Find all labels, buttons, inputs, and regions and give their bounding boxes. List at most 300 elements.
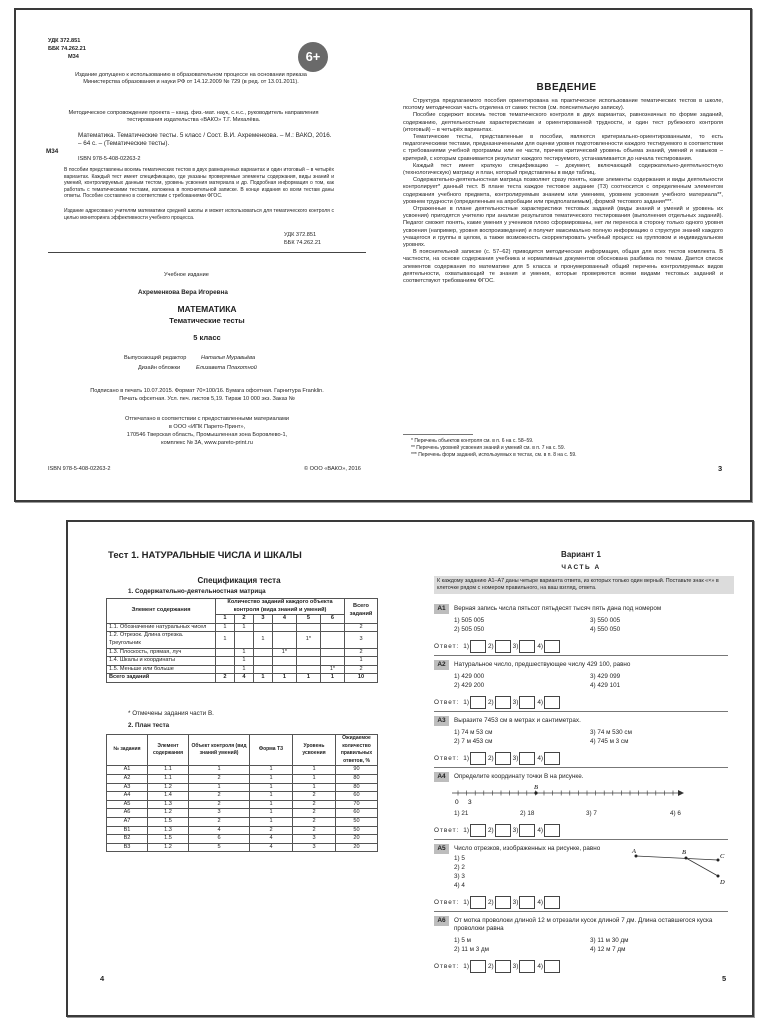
answer-option-number: 3): [512, 899, 519, 906]
print-info-1: Подписано в печать 10.07.2015. Формат 70×100/16. Бумага офсетная. Гарнитура Franklin.: [90, 388, 324, 394]
plan-cell: А4: [107, 792, 148, 801]
plan-cell: 1: [250, 817, 293, 826]
matrix-cell: [272, 632, 296, 648]
intro-paragraph: Каждый тест имеет краткую спецификацию – документ, включающий содержательно-деятельностную (технологическую) матрицу и план, который представлены в виде таблиц.: [403, 162, 723, 177]
plan-cell: В3: [107, 843, 148, 852]
divider: [48, 252, 366, 253]
answer-checkbox[interactable]: [470, 824, 486, 837]
answer-option: [513, 696, 536, 709]
answer-option-number: 2): [487, 699, 494, 706]
answer-option: [537, 896, 560, 909]
matrix-cell: 1: [216, 623, 235, 632]
answer-option-number: 2): [487, 899, 494, 906]
printed-by-2: в ООО «ИПК Парето-Принт»,: [168, 424, 246, 430]
plan-cell: 1: [189, 783, 250, 792]
imprint-page: [16, 10, 383, 500]
table-row: [107, 774, 378, 783]
matrix-cell: [320, 623, 344, 632]
answer-label: Ответ:: [434, 755, 460, 762]
question-number: А4: [434, 772, 449, 782]
answer-row: [434, 696, 562, 709]
table-row: [107, 792, 378, 801]
plan-cell: 50: [336, 817, 378, 826]
matrix-cell: [320, 648, 344, 657]
matrix-col: 4: [272, 615, 296, 624]
answer-row: [434, 960, 562, 973]
matrix-row-label: 1.5. Меньше или больше: [107, 665, 216, 674]
plan-cell: 1.1: [148, 774, 189, 783]
matrix-cell: [320, 632, 344, 648]
printed-by-3: 170546 Тверская область, Промышленная зона Боровлево-1,: [126, 432, 288, 438]
plan-cell: А5: [107, 800, 148, 809]
plan-cell: 2: [189, 774, 250, 783]
matrix-cell: 1*: [296, 632, 320, 648]
audience-note: Издание адресовано учителям математики средней школы и может использоваться для тематического контроля с целью мониторинга эффективности учебного процесса.: [64, 208, 334, 221]
intro-paragraph: В пояснительной записке (с. 57–62) приводится методическая информация, общая для всех тестов комплекта. В частности, на основе содержания учебника и нормативных документов обоснована разбивка по темам. Дается список элементов содержания по математике для 5 класса и пронумерованный общий перечень контролируемых видов деятельности, охватывающий те знания и умения, которые проверяются всеми видами тестовых заданий и соответствуют требованиям ФГОС.: [403, 249, 723, 285]
option: 1) 5: [454, 855, 465, 862]
table-row: [107, 766, 378, 775]
plan-cell: 60: [336, 792, 378, 801]
option: 3) 7: [586, 810, 597, 817]
plan-cell: 2: [250, 826, 293, 835]
plan-cell: 1: [250, 774, 293, 783]
matrix-cell: 1: [234, 623, 253, 632]
point-d: [717, 875, 720, 878]
matrix-title: 1. Содержательно-деятельностная матрица: [128, 588, 266, 595]
option: 2) 18: [520, 810, 535, 817]
arrow-icon: [678, 790, 684, 796]
point-d-label: D: [720, 879, 725, 886]
option: 1) 5 м: [454, 937, 471, 944]
matrix-cell: [216, 665, 235, 674]
answer-label: Ответ:: [434, 899, 460, 906]
plan-cell: 2: [189, 817, 250, 826]
option: 1) 505 005: [454, 617, 485, 624]
question-text: Натуральное число, предшествующее числу 429 100, равно: [454, 661, 631, 668]
cover-name: Елизавета Плахотной: [196, 365, 257, 371]
matrix-cell: [253, 657, 272, 666]
intro-paragraph: Содержательно-деятельностная матрица позволяет сразу понять, какие элементы содержания и виды деятельности контролирует* данный тест. В плане теста каждое тестовое задание (ТЗ) соотносится с определенным элементом содержания учебного предмета, контролируемым знанием или умением, уровнем усвоения учебного материала**, уровнем трудности (определенным на апробации или предполагаемым), формой тестового задания***.: [403, 177, 723, 205]
point-b: [685, 857, 688, 860]
matrix-cell: 1: [216, 632, 235, 648]
plan-body: [107, 766, 378, 852]
answer-option-number: 1): [463, 963, 469, 970]
instruction-box: К каждому заданию А1–А7 даны четыре варианта ответа, из которых только один верный. Поставьте знак «×» в клеточке рядом с номером правильного, на ваш взгляд, ответа.: [434, 576, 734, 594]
bbk-2: ББК 74.262.21: [284, 240, 322, 246]
spec-title: Спецификация теста: [197, 576, 281, 585]
point-b-label: B: [682, 849, 686, 856]
printed-by-1: Отпечатано в соответствии с предоставленными материалами: [125, 416, 289, 422]
plan-head: Уровень усвоения: [293, 735, 336, 766]
divider: [434, 655, 728, 656]
plan-cell: 1.5: [148, 835, 189, 844]
isbn: ISBN 978-5-408-02263-2: [78, 156, 141, 162]
plan-cell: 80: [336, 783, 378, 792]
matrix-cell: [272, 657, 296, 666]
option: 4) 745 м 3 см: [590, 738, 629, 745]
answer-row: [434, 896, 562, 909]
option: 1) 21: [454, 810, 469, 817]
matrix-cell: 1: [253, 632, 272, 648]
matrix-head-total: Всего заданий: [345, 599, 378, 624]
answer-option: [488, 960, 511, 973]
matrix-cell: [253, 648, 272, 657]
answer-option: [463, 752, 486, 765]
approval-text: Издание допущено к использованию в образовательном процессе на основании приказа Министерства образования и науки РФ от 14.12.2009 № 729 (в ред. от 13.01.2011).: [75, 72, 307, 86]
page-number: 3: [718, 464, 723, 473]
footnote: * Перечень объектов контроля см. в п. 6 на с. 58–59.: [411, 438, 534, 444]
answer-checkbox[interactable]: [519, 824, 535, 837]
page-number: 5: [722, 974, 727, 983]
table-row: [107, 648, 378, 657]
answer-checkbox[interactable]: [470, 752, 486, 765]
plan-head: Форма ТЗ: [250, 735, 293, 766]
answer-checkbox[interactable]: [495, 752, 511, 765]
matrix-row-total: 2: [345, 623, 378, 632]
plan-cell: 2: [293, 792, 336, 801]
question-number: А3: [434, 716, 449, 726]
answer-option: [463, 896, 486, 909]
footnote-divider: [403, 434, 473, 435]
udk-2: УДК 372.851: [284, 232, 317, 238]
matrix-row-total: 1: [345, 657, 378, 666]
bbk: ББК 74.262.21: [48, 46, 86, 52]
answer-checkbox[interactable]: [519, 696, 535, 709]
option: 3) 429 099: [590, 673, 621, 680]
plan-cell: 1.2: [148, 809, 189, 818]
plan-cell: 20: [336, 843, 378, 852]
matrix-cell: [216, 657, 235, 666]
matrix-total-sum: 10: [345, 674, 378, 683]
option: 3) 74 м 530 см: [590, 729, 632, 736]
answer-option: [463, 960, 486, 973]
intro-paragraph: Тематические тесты, представленные в пособии, являются критериально-ориентированными, то есть педагогическими тестами, предназначенными для оценки уровня подготовленности каждого тестируемого в соответствии с требованиями учебной программы или ее части, причем критический уровень объема знаний, умений и навыков – критерий, с которым сравнивается результат каждого тестируемого, устанавливается до начала тестирования.: [403, 134, 723, 162]
answer-checkbox[interactable]: [470, 896, 486, 909]
content-matrix-table: [106, 598, 378, 683]
plan-cell: 2: [293, 817, 336, 826]
author-name: Ахременкова Вера Игоревна: [138, 289, 228, 296]
answer-checkbox[interactable]: [519, 960, 535, 973]
answer-option: [513, 640, 536, 653]
axis-three-label: 3: [468, 799, 472, 806]
plan-cell: 1.5: [148, 817, 189, 826]
matrix-head-group: Количество заданий каждого объекта контроля (вида знаний и умений): [216, 599, 345, 615]
question-text: Число отрезков, изображенных на рисунке, равно: [454, 845, 601, 852]
plan-cell: А3: [107, 783, 148, 792]
answer-checkbox[interactable]: [495, 640, 511, 653]
plan-cell: 90: [336, 766, 378, 775]
plan-cell: А7: [107, 817, 148, 826]
option: 1) 74 м 53 см: [454, 729, 493, 736]
matrix-head-element: Элемент содержания: [107, 599, 216, 624]
plan-cell: 2: [189, 800, 250, 809]
answer-option-number: 4): [537, 643, 544, 650]
matrix-row-label: 1.2. Отрезок. Длина отрезка. Треугольник: [107, 632, 216, 648]
point-a-label: A: [632, 848, 636, 855]
plan-cell: 1: [250, 792, 293, 801]
book-title: МАТЕМАТИКА: [177, 304, 237, 314]
answer-checkbox[interactable]: [495, 960, 511, 973]
answer-option-number: 3): [512, 827, 519, 834]
plan-head: Ожидаемое количество правильных ответов, %: [336, 735, 378, 766]
matrix-cell: 1: [234, 648, 253, 657]
plan-cell: 1: [250, 800, 293, 809]
matrix-cell: 4: [234, 674, 253, 683]
answer-row: [434, 752, 562, 765]
answer-checkbox[interactable]: [470, 960, 486, 973]
plan-cell: 1: [293, 766, 336, 775]
answer-option-number: 2): [487, 643, 494, 650]
plan-cell: 2: [189, 792, 250, 801]
answer-checkbox[interactable]: [544, 960, 560, 973]
plan-cell: 4: [250, 835, 293, 844]
intro-paragraph: Отраженные в плане деятельностные характеристики тестовых заданий (виды знаний и умений и уровень их усвоения) пригодятся учителю при анализе результатов тематического тестирования (выполнения отдельных заданий). Педагог сможет понять, какие умения у учеников плохо сформированы, нет ли переноса в сторону только одного уровня усвоения (например, уровня воспроизведения) и получит максимально полную информацию о структуре знаний каждого учащегося и группы в целом, а также возможность скорректировать учебный процесс на групповом и индивидуальном уровнях.: [403, 206, 723, 249]
matrix-cell: 1: [320, 674, 344, 683]
answer-option-number: 1): [463, 643, 469, 650]
plan-cell: 2: [293, 800, 336, 809]
answer-checkbox[interactable]: [495, 896, 511, 909]
answer-option-number: 2): [487, 963, 494, 970]
bottom-spread: [66, 520, 754, 1017]
answer-option-number: 4): [537, 963, 544, 970]
bibliographic-record: Математика. Тематические тесты. 5 класс / Сост. В.И. Ахременкова. – М.: ВАКО, 2016. – 64 с. – (Тематические тесты).: [78, 132, 332, 147]
answer-option-number: 3): [512, 643, 519, 650]
plan-cell: В1: [107, 826, 148, 835]
answer-option-number: 1): [463, 755, 469, 762]
plan-cell: 3: [189, 809, 250, 818]
answer-label: Ответ:: [434, 643, 460, 650]
table-row: [107, 809, 378, 818]
book-grade: 5 класс: [193, 333, 221, 342]
answer-option: [463, 824, 486, 837]
plan-cell: 3: [293, 843, 336, 852]
option: 2) 2: [454, 864, 465, 871]
intro-paragraph: Пособие содержит восемь тестов тематического контроля в двух вариантах, равнозначных по форме заданий, содержанию, деятельностным характеристикам и ориентированной трудности, и один тест рубежного контроля (итоговый) – в четырёх вариантах.: [403, 112, 723, 133]
matrix-row-total: 3: [345, 632, 378, 648]
test-plan-table: [106, 734, 378, 852]
question-number: А5: [434, 844, 449, 854]
plan-cell: 1: [189, 766, 250, 775]
option: 2) 7 м 453 см: [454, 738, 493, 745]
matrix-cell: [253, 665, 272, 674]
answer-option: [513, 752, 536, 765]
plan-cell: 1: [293, 774, 336, 783]
plan-cell: 1.3: [148, 800, 189, 809]
matrix-cell: [296, 648, 320, 657]
axis-zero-label: 0: [455, 799, 459, 806]
editor-label: Выпускающий редактор: [124, 355, 187, 361]
plan-cell: 2: [293, 809, 336, 818]
variant-title: Вариант 1: [561, 550, 601, 559]
table-row: [107, 657, 378, 666]
matrix-note: * Отмечены задания части В.: [128, 710, 214, 717]
part-title: ЧАСТЬ А: [561, 564, 601, 571]
table-row: [107, 817, 378, 826]
intro-body: [403, 98, 723, 285]
option: 4) 429 101: [590, 682, 621, 689]
segments-figure: [628, 848, 728, 886]
question-number: А6: [434, 916, 449, 926]
plan-cell: 1: [293, 783, 336, 792]
answer-checkbox[interactable]: [495, 824, 511, 837]
point-b-label: B: [534, 784, 538, 791]
plan-cell: А1: [107, 766, 148, 775]
matrix-cell: [272, 665, 296, 674]
answer-option: [488, 752, 511, 765]
option: 4) 550 050: [590, 626, 621, 633]
answer-option-number: 3): [512, 699, 519, 706]
footnote: *** Перечень форм заданий, используемых в тестах, см. в п. 8 на с. 59.: [411, 452, 577, 458]
answer-option-number: 2): [487, 827, 494, 834]
number-line-figure: [450, 784, 690, 806]
answer-option-number: 3): [512, 963, 519, 970]
answer-checkbox[interactable]: [519, 752, 535, 765]
matrix-col: 1: [216, 615, 235, 624]
edition-type: Учебное издание: [164, 272, 209, 278]
plan-cell: А6: [107, 809, 148, 818]
answer-option: [488, 896, 511, 909]
book-subtitle: Тематические тесты: [169, 316, 245, 325]
question-text: Выразите 7453 см в метрах и сантиметрах.: [454, 717, 581, 724]
plan-cell: 3: [293, 835, 336, 844]
matrix-cell: 2: [216, 674, 235, 683]
plan-cell: 1.2: [148, 783, 189, 792]
library-code: М34: [68, 54, 79, 60]
matrix-col: 5: [296, 615, 320, 624]
divider: [434, 767, 728, 768]
plan-cell: 50: [336, 826, 378, 835]
test-title: Тест 1. НАТУРАЛЬНЫЕ ЧИСЛА И ШКАЛЫ: [108, 550, 302, 561]
table-row-total: [107, 674, 378, 683]
plan-cell: 1: [250, 809, 293, 818]
matrix-cell: 1: [234, 665, 253, 674]
answer-label: Ответ:: [434, 963, 460, 970]
answer-checkbox[interactable]: [470, 640, 486, 653]
table-row: [107, 843, 378, 852]
segment-bd: [686, 858, 718, 876]
answer-checkbox[interactable]: [544, 640, 560, 653]
introduction-page: [383, 10, 750, 500]
answer-option: [488, 696, 511, 709]
plan-head: Объект контроля (вид знаний умений): [189, 735, 250, 766]
plan-cell: 20: [336, 835, 378, 844]
plan-cell: 4: [189, 826, 250, 835]
plan-cell: 4: [250, 843, 293, 852]
plan-cell: 1: [250, 783, 293, 792]
point-b: [534, 791, 537, 794]
cover-label: Дизайн обложки: [138, 365, 181, 371]
answer-option: [488, 824, 511, 837]
top-spread: [14, 8, 752, 502]
matrix-col: 3: [253, 615, 272, 624]
table-row: [107, 800, 378, 809]
option: 2) 11 м 3 дм: [454, 946, 489, 953]
answer-checkbox[interactable]: [544, 752, 560, 765]
answer-label: Ответ:: [434, 699, 460, 706]
answer-checkbox[interactable]: [544, 896, 560, 909]
footnote: ** Перечень уровней усвоения знаний и умений см. в п. 7 на с. 59.: [411, 445, 566, 451]
segment-ac: [636, 856, 718, 860]
option: 3) 11 м 30 дм: [590, 937, 629, 944]
matrix-cell: [253, 623, 272, 632]
answer-option-number: 4): [537, 699, 544, 706]
answer-checkbox[interactable]: [519, 640, 535, 653]
variant-page: [410, 522, 752, 1015]
plan-cell: В2: [107, 835, 148, 844]
option: 1) 429 000: [454, 673, 485, 680]
printed-by-4: комплекс № 3А, www.pareto-print.ru: [161, 440, 253, 446]
matrix-cell: [234, 632, 253, 648]
plan-cell: 70: [336, 800, 378, 809]
plan-cell: 5: [189, 843, 250, 852]
plan-cell: 1.1: [148, 766, 189, 775]
option: 3) 3: [454, 873, 465, 880]
matrix-cell: 1: [272, 674, 296, 683]
matrix-cell: [296, 623, 320, 632]
question-text: Определите координату точки В на рисунке.: [454, 773, 584, 780]
divider: [434, 839, 728, 840]
editor-name: Наталья Муравьёва: [201, 355, 256, 361]
answer-option: [463, 696, 486, 709]
option: 4) 6: [670, 810, 681, 817]
matrix-cell: 1*: [320, 665, 344, 674]
answer-checkbox[interactable]: [544, 696, 560, 709]
matrix-col: 2: [234, 615, 253, 624]
divider: [434, 711, 728, 712]
answer-checkbox[interactable]: [470, 696, 486, 709]
answer-option: [537, 824, 560, 837]
answer-option-number: 1): [463, 827, 469, 834]
matrix-row-total: 2: [345, 665, 378, 674]
matrix-cell: [272, 623, 296, 632]
option: 3) 550 005: [590, 617, 621, 624]
option: 2) 505 050: [454, 626, 485, 633]
matrix-cell: 1*: [272, 648, 296, 657]
answer-option: [537, 640, 560, 653]
plan-cell: 1.4: [148, 792, 189, 801]
answer-option-number: 1): [463, 699, 469, 706]
matrix-cell: 1: [253, 674, 272, 683]
answer-checkbox[interactable]: [495, 696, 511, 709]
matrix-cell: 1: [234, 657, 253, 666]
answer-option: [513, 824, 536, 837]
plan-cell: 1.2: [148, 843, 189, 852]
intro-heading: ВВЕДЕНИЕ: [536, 82, 597, 93]
table-row: [107, 783, 378, 792]
plan-cell: 80: [336, 774, 378, 783]
intro-paragraph: Структура предлагаемого пособия ориентирована на практическое использование тематических тестов в школе, поэтому методическая часть отделена от самих тестов (см. пояснительную записку).: [403, 98, 723, 112]
plan-cell: 1: [250, 766, 293, 775]
matrix-row-label: 1.3. Плоскость, прямая, луч: [107, 648, 216, 657]
matrix-cell: 1: [296, 674, 320, 683]
plan-cell: 60: [336, 809, 378, 818]
table-row: [107, 835, 378, 844]
answer-checkbox[interactable]: [519, 896, 535, 909]
answer-option: [513, 960, 536, 973]
matrix-row-label: 1.1. Обозначение натуральных чисел: [107, 623, 216, 632]
answer-option: [513, 896, 536, 909]
matrix-cell: [296, 657, 320, 666]
point-c-label: C: [720, 853, 725, 860]
answer-option: [488, 640, 511, 653]
answer-option-number: 3): [512, 755, 519, 762]
answer-checkbox[interactable]: [544, 824, 560, 837]
answer-option-number: 4): [537, 899, 544, 906]
matrix-cell: [320, 657, 344, 666]
specification-page: [68, 522, 410, 1015]
divider: [434, 911, 728, 912]
answer-option-number: 2): [487, 755, 494, 762]
